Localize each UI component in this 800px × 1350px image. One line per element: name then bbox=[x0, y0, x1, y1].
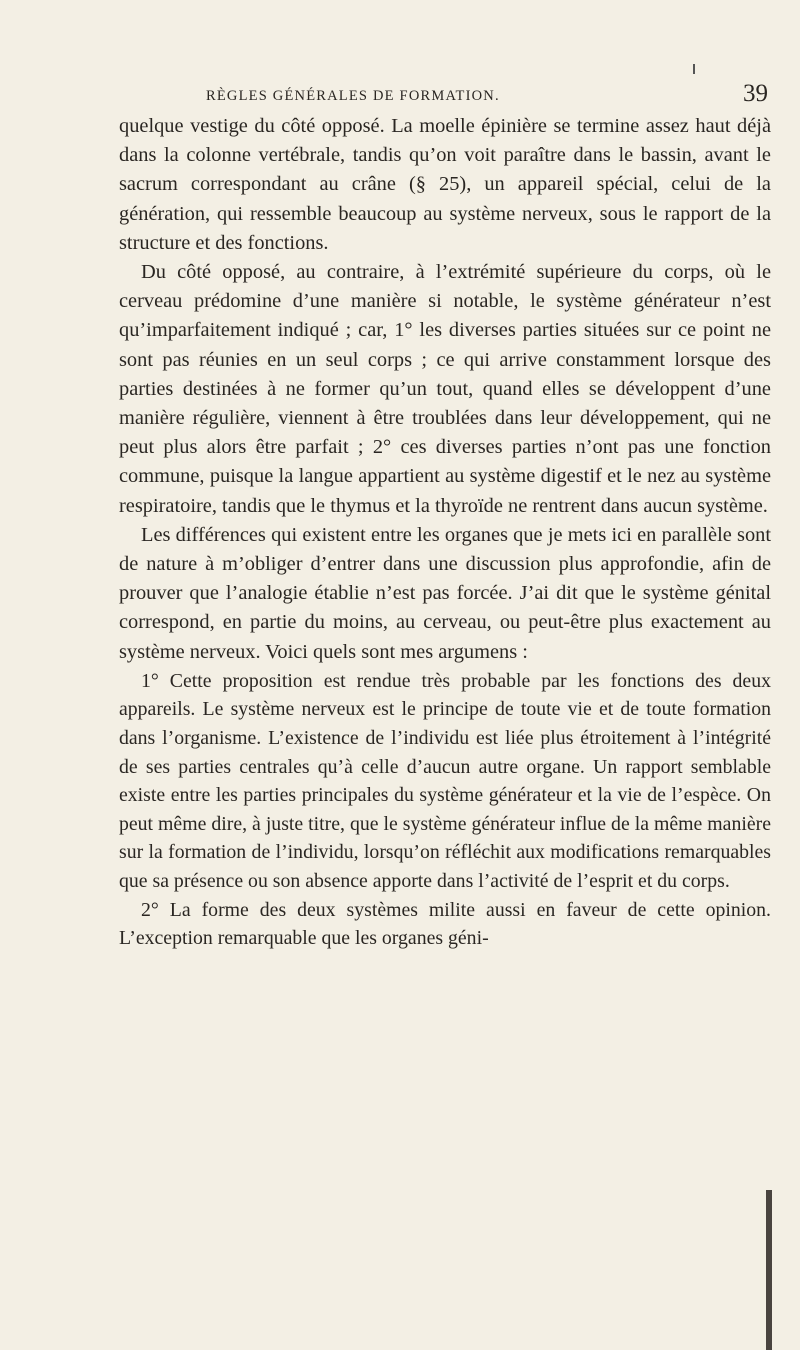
paragraph: Du côté opposé, au contraire, à l’extrémité supérieure du corps, où le cerveau prédomine d’une manière si notable, le système générateur n’est qu’imparfaitement indiqué ; car, 1° les diverses parties situées sur ce point ne sont pas réunies en un seul corps ; ce qui arrive constamment lorsque des parties destinées à ne former qu’un tout, quand elles se développent d’une manière régulière, viennent à être troublées dans leur développement, qui ne peut plus alors être parfait ; 2° ces diverses parties n’ont pas une fonction commune, puisque la langue appartient au système digestif et le nez au système respiratoire, tandis que le thymus et la thyroïde ne rentrent dans aucun système. bbox=[119, 261, 771, 517]
paragraph: quelque vestige du côté opposé. La moelle épinière se termine assez haut déjà dans la colonne vertébrale, tandis qu’on voit paraître dans le bassin, avant le sacrum correspondant au crâne (§ 25), un appareil spécial, celui de la génération, qui ressemble beaucoup au système nerveux, sous le rapport de la structure et des fonctions. bbox=[119, 115, 771, 254]
paragraph: Les différences qui existent entre les organes que je mets ici en parallèle sont de nature à m’obliger d’entrer dans une discussion plus approfondie, afin de prouver que l’analogie établie n’est pas forcée. J’ai dit que le système génital correspond, en partie du moins, au cerveau, ou peut-être plus exactement au système nerveux. Voici quels sont mes argumens : bbox=[119, 523, 771, 663]
page-number: 39 bbox=[743, 80, 768, 107]
paragraph: 1° Cette proposition est rendue très probable par les fonctions des deux appareils. Le système nerveux est le principe de toute vie et de toute formation dans l’organisme. L’existence de l’individu est liée plus étroitement à l’intégrité de ses parties centrales qu’à celle d’aucun autre organe. Un rapport semblable existe entre les parties principales du système générateur et la vie de l’espèce. On peut même dire, à juste titre, que le système générateur influe de la même manière sur la formation de l’individu, lorsqu’on réfléchit aux modifications remarquables que sa présence ou son absence apporte dans l’activité de l’esprit et du corps. bbox=[119, 669, 771, 893]
running-title: RÈGLES GÉNÉRALES DE FORMATION. bbox=[206, 88, 500, 104]
body-text bbox=[119, 112, 771, 953]
binding-edge-mark bbox=[766, 1190, 772, 1350]
page-edge-mark bbox=[693, 64, 695, 74]
page-header bbox=[118, 80, 768, 110]
paragraph: 2° La forme des deux systèmes milite aussi en faveur de cette opinion. L’exception remarquable que les organes géni- bbox=[119, 898, 771, 950]
